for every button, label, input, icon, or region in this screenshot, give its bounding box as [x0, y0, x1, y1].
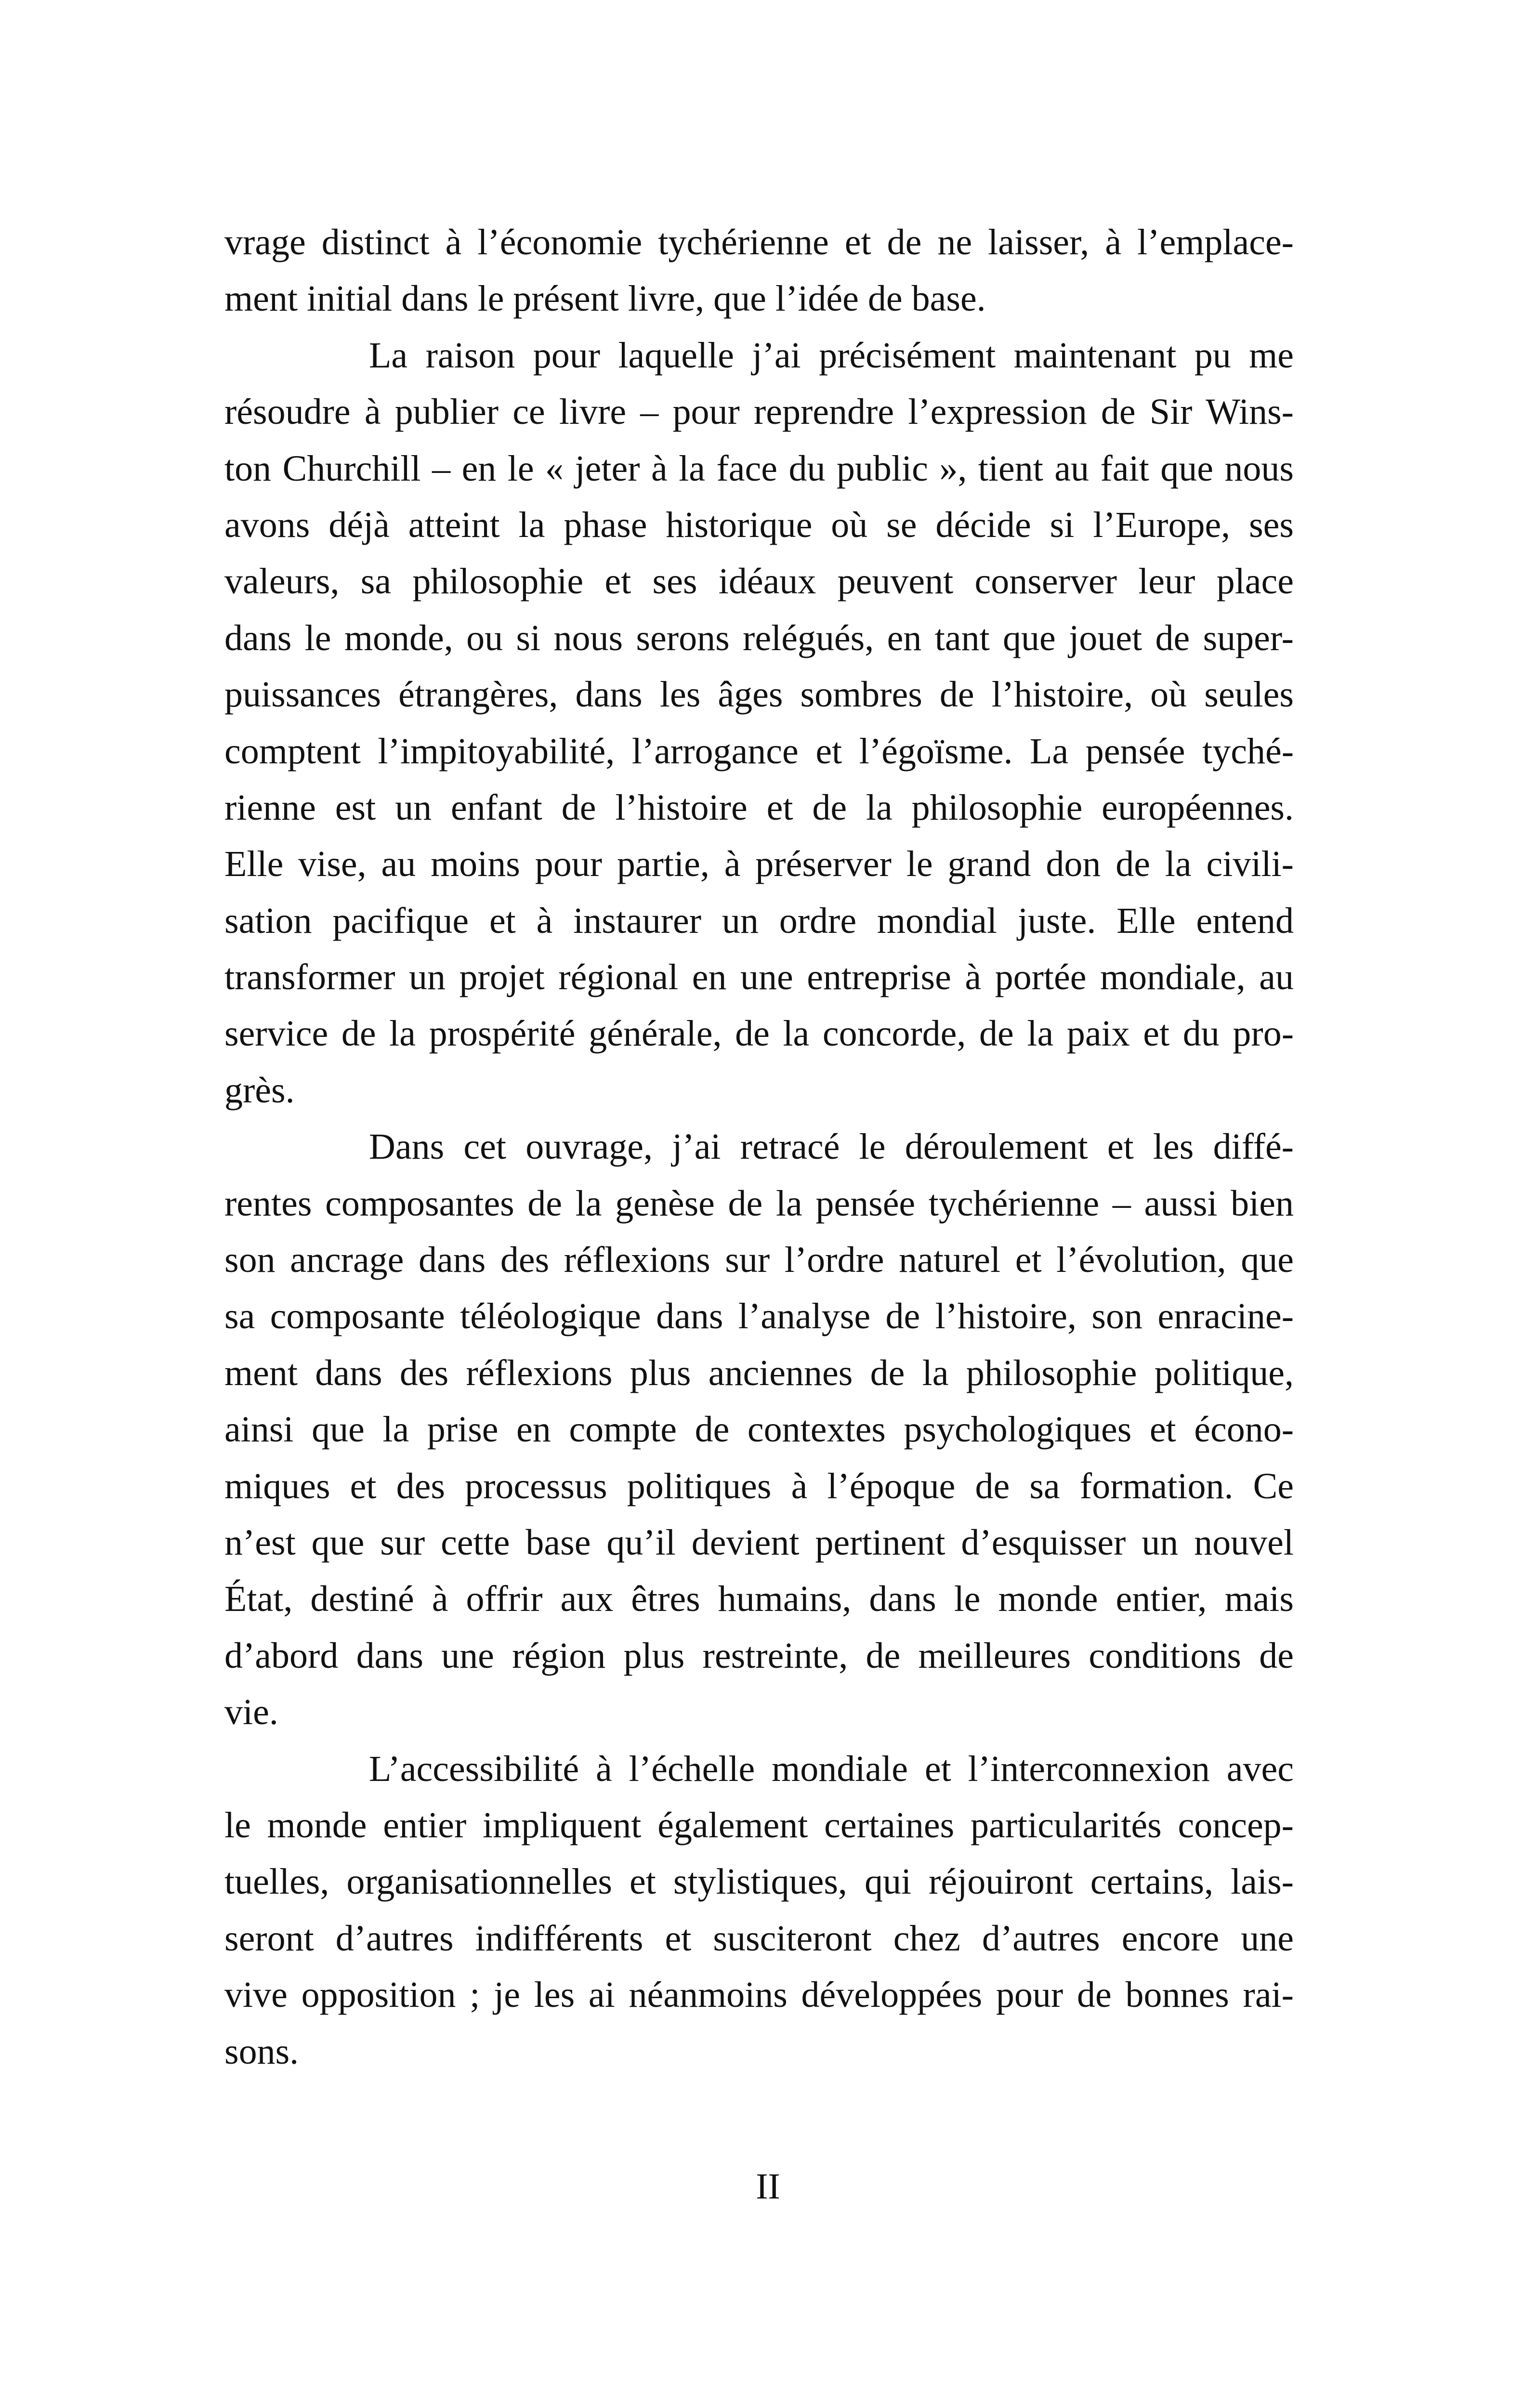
text-line: service de la prospérité générale, de la concorde, de la paix et du pro- [224, 1013, 1294, 1054]
text-line: sa composante téléologique dans l’analyse de l’histoire, son enracine- [224, 1296, 1294, 1337]
text-line: rentes composantes de la genèse de la pensée tychérienne – aussi bien [224, 1183, 1294, 1224]
text-line: vie. [224, 1692, 278, 1733]
paragraph-1 [224, 214, 1294, 327]
text-line: La raison pour laquelle j’ai précisément maintenant pu me [369, 335, 1294, 376]
text-line: ment dans des réflexions plus anciennes de la philosophie politique, [224, 1352, 1294, 1393]
paragraph-2 [224, 327, 1294, 1119]
text-line: L’accessibilité à l’échelle mondiale et l’interconnexion avec [369, 1748, 1294, 1789]
paragraph-4 [224, 1741, 1294, 2080]
text-line: dans le monde, ou si nous serons relégués, en tant que jouet de super- [224, 617, 1294, 658]
text-line: comptent l’impitoyabilité, l’arrogance et l’égoïsme. La pensée tyché- [224, 731, 1294, 772]
text-line: transformer un projet régional en une entreprise à portée mondiale, au [224, 957, 1294, 998]
text-line: avons déjà atteint la phase historique où se décide si l’Europe, ses [224, 504, 1294, 545]
text-line: n’est que sur cette base qu’il devient pertinent d’esquisser un nouvel [224, 1522, 1294, 1563]
text-line: Elle vise, au moins pour partie, à préserver le grand don de la civili- [224, 844, 1294, 885]
text-line: le monde entier impliquent également certaines particularités concep- [224, 1805, 1294, 1845]
paragraph-3 [224, 1119, 1294, 1741]
text-line: résoudre à publier ce livre – pour reprendre l’expression de Sir Wins- [224, 392, 1294, 432]
page-number: II [756, 2166, 780, 2207]
text-line: miques et des processus politiques à l’époque de sa formation. Ce [224, 1466, 1294, 1506]
text-line: seront d’autres indifférents et susciteront chez d’autres encore une [224, 1918, 1294, 1959]
text-line: ment initial dans le présent livre, que l’idée de base. [224, 278, 986, 319]
text-line: puissances étrangères, dans les âges sombres de l’histoire, où seules [224, 674, 1294, 715]
text-line: État, destiné à offrir aux êtres humains, dans le monde entier, mais [224, 1579, 1294, 1620]
text-line: ton Churchill – en le « jeter à la face du public », tient au fait que nous [224, 448, 1294, 489]
text-line: ainsi que la prise en compte de contextes psychologiques et écono- [224, 1409, 1294, 1450]
text-line: valeurs, sa philosophie et ses idéaux peuvent conserver leur place [224, 561, 1294, 602]
text-line: vrage distinct à l’économie tychérienne et de ne laisser, à l’emplace- [224, 222, 1294, 262]
text-line: d’abord dans une région plus restreinte, de meilleures conditions de [224, 1635, 1294, 1676]
text-line: vive opposition ; je les ai néanmoins développées pour de bonnes rai- [224, 1975, 1294, 2015]
text-line: sons. [224, 2031, 299, 2072]
text-line: rienne est un enfant de l’histoire et de la philosophie européennes. [224, 787, 1294, 828]
text-line: tuelles, organisationnelles et stylistiques, qui réjouiront certains, lais- [224, 1861, 1294, 1902]
page-body [224, 214, 1294, 2080]
text-line: sation pacifique et à instaurer un ordre mondial juste. Elle entend [224, 900, 1294, 941]
text-line: grès. [224, 1070, 295, 1111]
text-line: son ancrage dans des réflexions sur l’ordre naturel et l’évolution, que [224, 1240, 1294, 1281]
text-line: Dans cet ouvrage, j’ai retracé le déroulement et les diffé- [369, 1126, 1294, 1167]
